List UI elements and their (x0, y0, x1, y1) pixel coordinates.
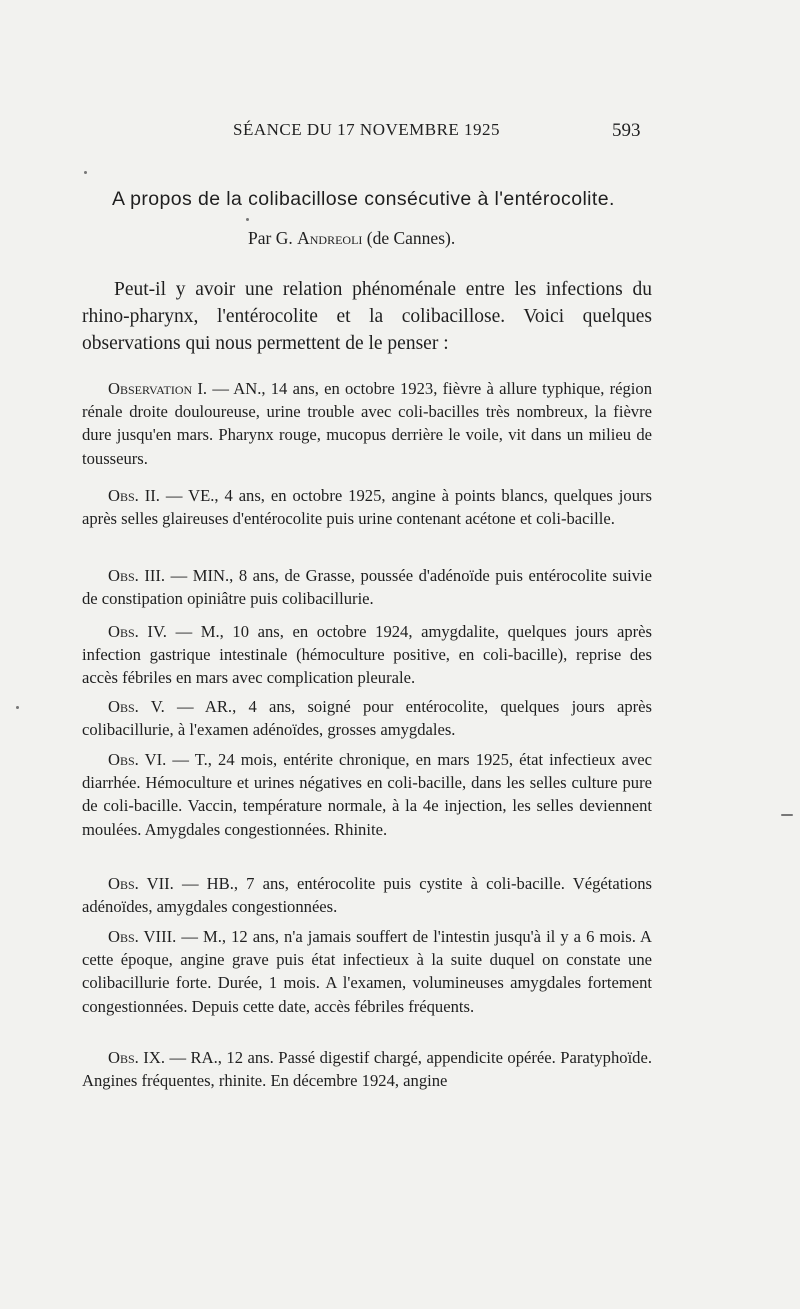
observation-text: — M., 12 ans, n'a jamais souffert de l'intestin jusqu'à il y a 6 mois. A cette époque, angine grave puis état infectieux à la suite duquel on constate une colibacillurie forte. Durée, 1 mois. A l'examen, volumineuses amygdales fortement congestionnées. Depuis cette date, accès fébriles fréquents. (82, 927, 652, 1016)
observation-label: Obs. VII. (108, 874, 174, 893)
observation-text: — AR., 4 ans, soigné pour entérocolite, quelques jours après colibacillurie, à l'examen adénoïdes, grosses amygdales. (82, 697, 652, 740)
observation-label: Obs. III. (108, 566, 166, 585)
article-title: A propos de la colibacillose consécutive à l'entérocolite. (112, 188, 615, 210)
observation-text: — M., 10 ans, en octobre 1924, amygdalite, quelques jours après infection gastrique intestinale (hémoculture positive, en coli-bacille), reprise des accès fébriles en mars avec complication pleurale. (82, 622, 653, 688)
observation-6 (82, 748, 652, 841)
observation-5 (82, 695, 652, 741)
observation-text: — MIN., 8 ans, de Grasse, poussée d'adénoïde puis entérocolite suivie de constipation opiniâtre puis colibacillurie. (82, 566, 652, 609)
observation-text: — VE., 4 ans, en octobre 1925, angine à points blancs, quelques jours après selles glaireuses d'entérocolite puis urine contenant acétone et coli-bacille. (82, 486, 652, 529)
observation-label: Obs. V. (108, 697, 165, 716)
observation-label: Obs. VIII. (108, 927, 177, 946)
intro-paragraph: Peut-il y avoir une relation phénoménale entre les infections du rhino-pharynx, l'entérocolite et la colibacillose. Voici quelques observations qui nous permettent de le penser : (82, 279, 652, 354)
observation-label: Obs. IX. (108, 1048, 165, 1067)
observation-label: Obs. II. (108, 486, 160, 505)
observation-1 (82, 377, 652, 470)
observation-text: — T., 24 mois, entérite chronique, en mars 1925, état infectieux avec diarrhée. Hémoculture et urines négatives en coli-bacille, dans les selles culture pure de coli-bacille. Vaccin, température normale, à la 4e injection, les selles deviennent moulées. Amygdales congestionnées. Rhinite. (82, 750, 652, 839)
print-speck (246, 218, 249, 221)
author-affiliation: (de Cannes). (366, 228, 456, 248)
observation-8 (82, 925, 652, 1018)
observation-text: — RA., 12 ans. Passé digestif chargé, appendicite opérée. Paratyphoïde. Angines fréquentes, rhinite. En décembre 1924, angine (82, 1048, 652, 1091)
byline (248, 228, 455, 249)
observation-label: Obs. VI. (108, 750, 167, 769)
observation-text: — HB., 7 ans, entérocolite puis cystite à coli-bacille. Végétations adénoïdes, amygdales congestionnées. (82, 874, 653, 917)
running-title: SÉANCE DU 17 NOVEMBRE 1925 (233, 120, 501, 139)
print-speck (84, 171, 87, 174)
byline-prefix: Par G. (248, 228, 293, 248)
observation-text: — AN., 14 ans, en octobre 1923, fièvre à allure typhique, région rénale droite douloureuse, urine trouble avec coli-bacilles très nombreux, la fièvre dure jusqu'en mars. Pharynx rouge, mucopus derrière le voile, vit dans un milieu de tousseurs. (82, 379, 652, 468)
observation-4 (82, 620, 652, 690)
observation-7 (82, 872, 652, 918)
observation-label: Observation I. (108, 379, 208, 398)
observation-3 (82, 564, 652, 610)
print-speck (16, 706, 19, 709)
print-speck (781, 814, 793, 816)
observation-2 (82, 484, 652, 530)
page-number: 593 (612, 120, 641, 141)
observation-9 (82, 1046, 652, 1092)
author-name: Andreoli (297, 228, 363, 248)
observation-label: Obs. IV. (108, 622, 167, 641)
